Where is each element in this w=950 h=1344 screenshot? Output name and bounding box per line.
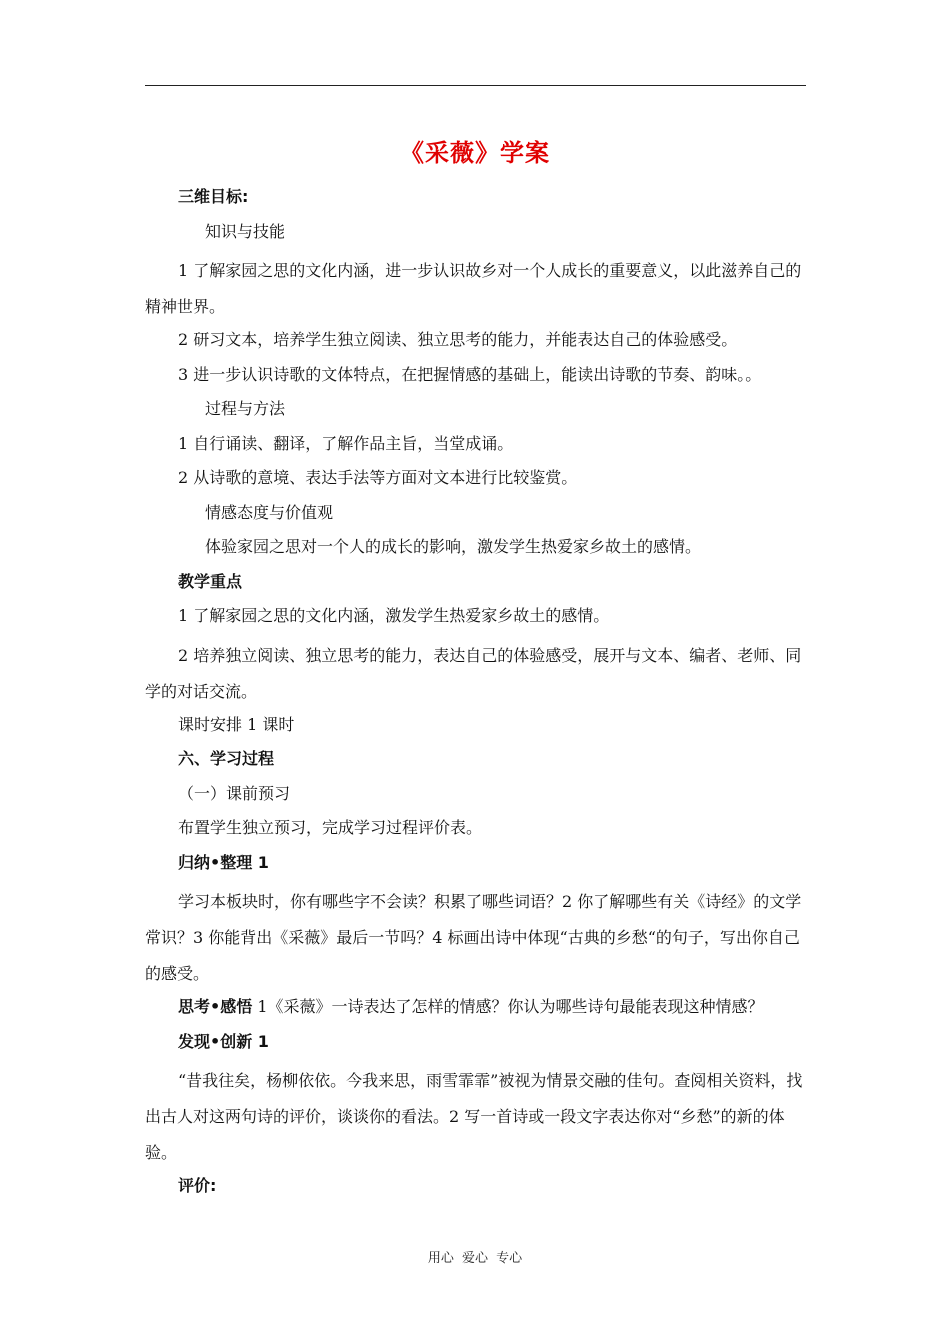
reflect-heading: 思考•感悟: [178, 997, 253, 1016]
knowledge-item-1: 1 了解家园之思的文化内涵，进一步认识故乡对一个人成长的重要意义，以此滋养自己的精神世界。: [145, 261, 802, 316]
emotion-item-1: 体验家园之思对一个人的成长的影响，激发学生热爱家乡故土的感情。: [205, 537, 702, 556]
schedule-text: 课时安排 1 课时: [178, 714, 295, 734]
summary-heading: 归纳•整理 1: [178, 852, 269, 872]
discover-text: “昔我往矣，杨柳依依。今我来思，雨雪霏霏”被视为情景交融的佳句。查阅相关资料，找出古人对这两句诗的评价，谈谈你的看法。2 写一首诗或一段文字表达你对“乡愁”的新的体验。: [145, 1071, 803, 1162]
learning-heading: 六、学习过程: [178, 749, 275, 768]
emotion-heading: 情感态度与价值观: [205, 502, 334, 522]
focus-heading: 教学重点: [178, 571, 243, 591]
header-rule: [145, 85, 806, 86]
preview-text: 布置学生独立预习，完成学习过程评价表。: [178, 818, 483, 837]
discover-heading: 发现•创新 1: [178, 1031, 269, 1051]
knowledge-item-2: 2 研习文本，培养学生独立阅读、独立思考的能力，并能表达自己的体验感受。: [178, 330, 738, 349]
goals-heading: 三维目标:: [178, 187, 249, 206]
process-item-1: 1 自行诵读、翻译，了解作品主旨，当堂成诵。: [178, 433, 514, 453]
focus-item-1: 1 了解家园之思的文化内涵，激发学生热爱家乡故土的感情。: [178, 606, 610, 625]
knowledge-heading: 知识与技能: [205, 221, 286, 241]
preview-heading: （一）课前预习: [178, 783, 291, 803]
reflect-paragraph: [145, 994, 807, 1020]
summary-text: 学习本板块时，你有哪些字不会读？积累了哪些词语？2 你了解哪些有关《诗经》的文学常识？3 你能背出《采薇》最后一节吗？4 标画出诗中体现“古典的乡愁“的句子，写出你自己的感受。: [145, 892, 802, 983]
document-body: [145, 184, 807, 1208]
process-heading: 过程与方法: [205, 399, 286, 418]
reflect-text: 1《采薇》一诗表达了怎样的情感？你认为哪些诗句最能表现这种情感？: [252, 997, 764, 1016]
page-footer: 用心 爱心 专心: [427, 1251, 523, 1266]
focus-item-2: 2 培养独立阅读、独立思考的能力，表达自己的体验感受，展开与文本、编者、老师、同学的对话交流。: [145, 645, 802, 701]
document-title: 《采薇》学案: [400, 138, 550, 167]
process-item-2: 2 从诗歌的意境、表达手法等方面对文本进行比较鉴赏。: [178, 468, 578, 487]
knowledge-item-3: 3 进一步认识诗歌的文体特点，在把握情感的基础上，能读出诗歌的节奏、韵味。。: [178, 364, 762, 384]
evaluation-heading: 评价:: [178, 1176, 217, 1195]
